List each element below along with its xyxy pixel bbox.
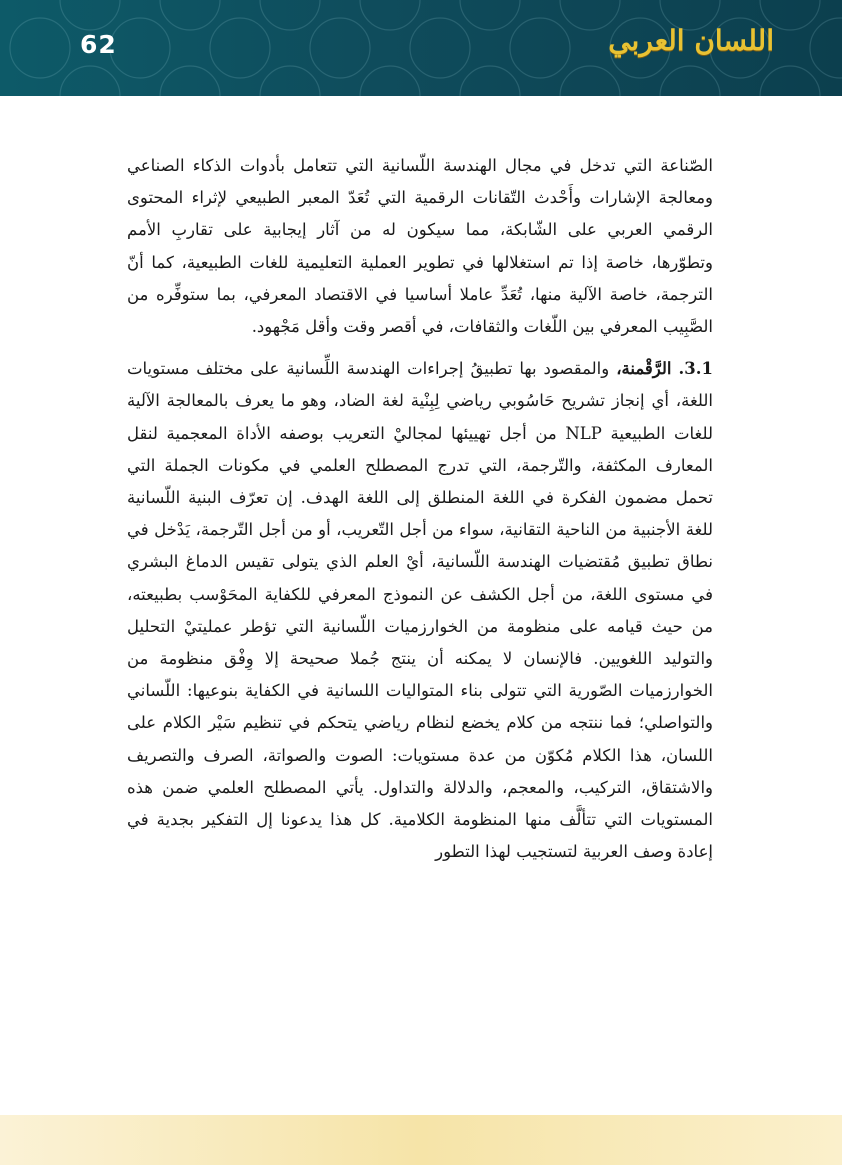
page-number: 62 — [80, 30, 117, 59]
section-number: 3.1. — [678, 359, 713, 379]
body-paragraph: الصّناعة التي تدخل في مجال الهندسة اللّسانية التي تتعامل بأدوات الذكاء الصناعي ومعالجة الإشارات وأَحْدث التّقانات الرقمية التي تُعَدّ المعبر الطبيعي لإثراء المحتوى الرقمي العربي على الشّابكة، مما سيكون له من آثار إيجابية على تقاربِ الأمم وتطوّرها، خاصة إذا تم استغلالها في تطوير العملية التعليمية للغات الطبيعية، كما أنّ الترجمة، خاصة الآلية منها، تُعَدِّ عاملا أساسيا في الاقتصاد المعرفي، بما ستوفِّره من الصَّبِيب المعرفي بين اللّغات والثقافات، في أقصر وقت وأقل مَجْهود. — [127, 156, 713, 337]
article-body — [127, 150, 713, 868]
section-paragraph — [127, 353, 713, 868]
section-paragraph-text: والمقصود بها تطبيقُ إجراءات الهندسة اللِّسانية على مختلف مستويات اللغة، أي إنجاز تشريح حَاسُوبي رياضي لِبِنْية لغة الضاد، وهو ما يعرف بالمعالجة الآلية للغات الطبيعية NLP من أجل تهييئها لمجاليْ التعريب بوصفه الأداة المعجمية لنقل المعارف المكثفة، والتّرجمة، التي تدرج المصطلح العلمي في مكونات الجملة التي تحمل مضمون الفكرة في اللغة المنطلق إلى اللغة الهدف. إن تعرّف البنية اللّسانية للغة الأجنبية من الناحية التقانية، سواء من أجل التّعريب، أو من أجل التّرجمة، يَدْخل في نطاق تطبيق مُقتضيات الهندسة اللّسانية، أيْ العلم الذي يتولى تقيس الدماغ البشري في مستوى اللغة، من أجل الكشف عن النموذج المعرفي للكفاية المحَوْسب بطبيعته، من حيث قيامه على منظومة من الخوارزميات اللّسانية التي تؤطر عمليتيْ التحليل والتوليد اللغويين. فالإنسان لا يمكنه أن ينتج جُملا صحيحة إلا وِفْق منظومة من الخوارزميات الصّورية التي تتولى بناء المتواليات اللسانية في الكفاية بنوعيها: اللّساني والتواصلي؛ فما ننتجه من كلام يخضع لنظام رياضي يتحكم في تنظيم سَيْر الكلام على اللسان، هذا الكلام مُكوّن من عدة مستويات: الصوت والصواتة، الصرف والتصريف والاشتقاق، التركيب، والمعجم، والدلالة والتداول. يأتي المصطلح العلمي ضمن هذه المستويات التي تتألَّف منها المنظومة الكلامية. كل هذا يدعونا إل التفكير بجدية في إعادة وصف العربية لتستجيب لهذا التطور — [127, 359, 713, 862]
section-heading-term: الرَّقْمنة، — [616, 359, 672, 379]
journal-logo: اللسان العربي — [608, 24, 774, 57]
page-header — [0, 0, 842, 96]
footer-decoration-band — [0, 1115, 842, 1165]
